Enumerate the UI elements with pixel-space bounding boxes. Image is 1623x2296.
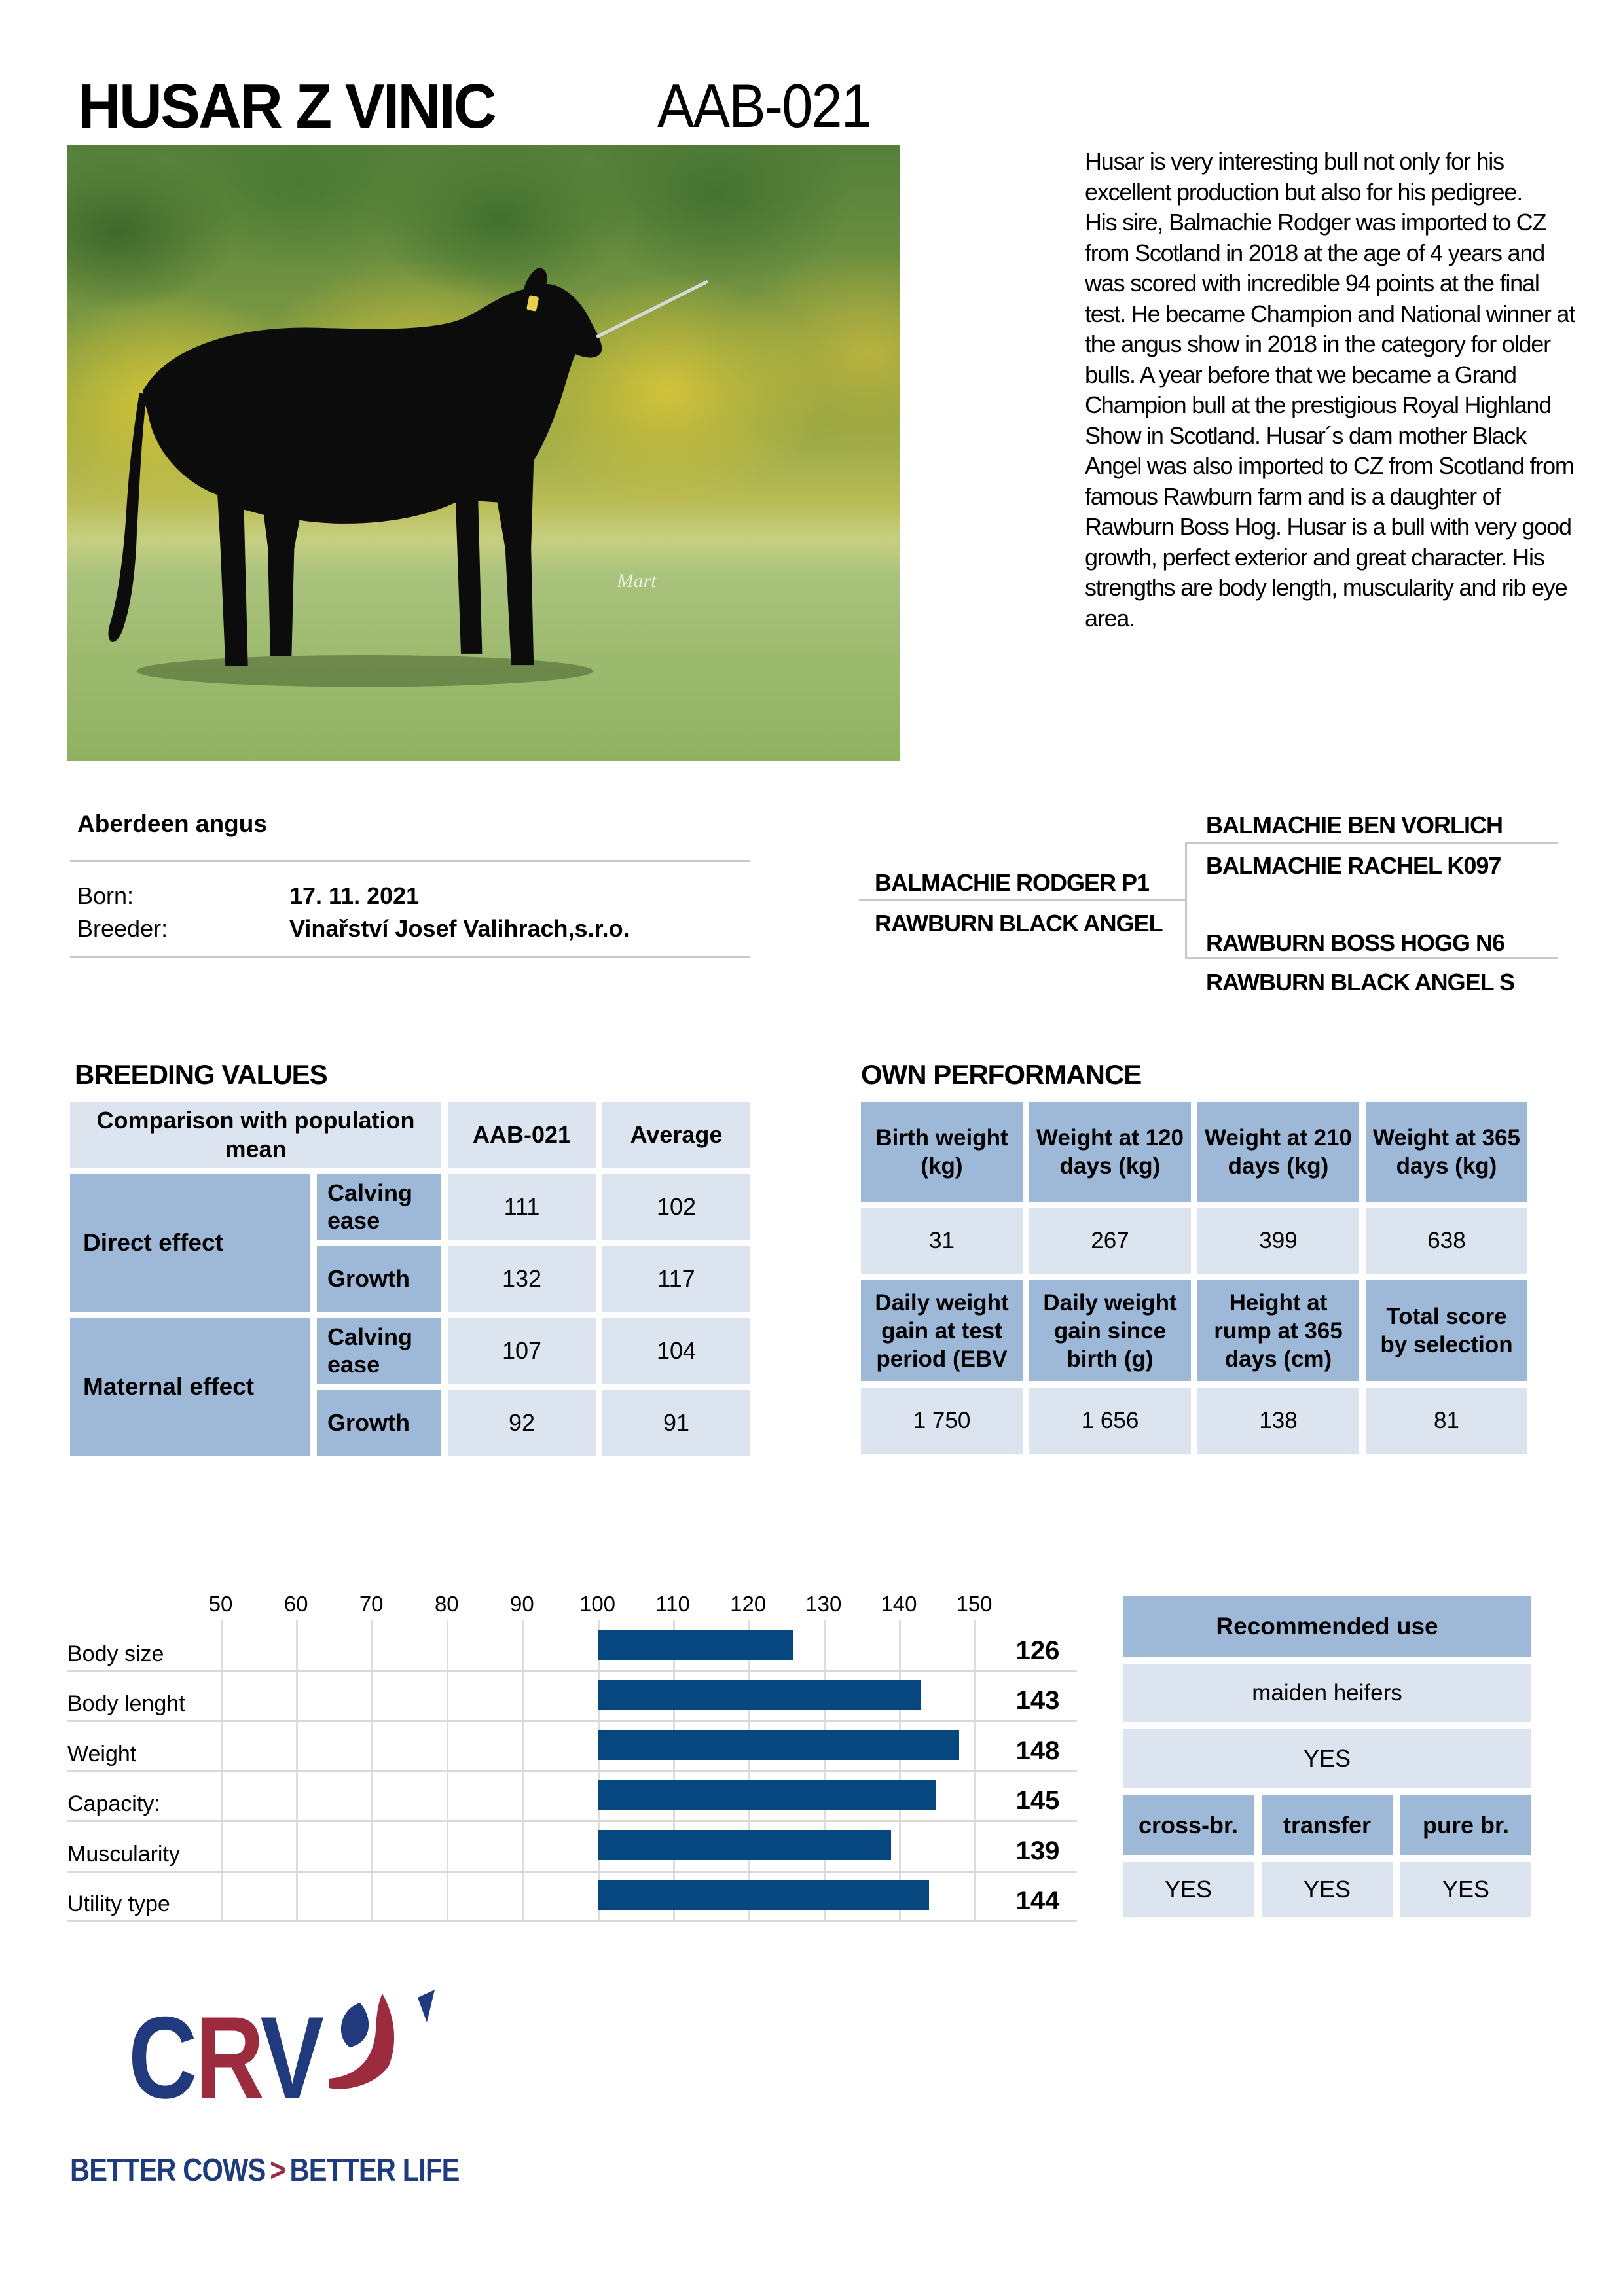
chart-row-separator (67, 1871, 1077, 1873)
bv-value: 107 (448, 1318, 596, 1384)
pedigree-line (859, 899, 1186, 901)
crv-bull-icon (319, 1988, 444, 2106)
op-header: Daily weight gain at test period (EBV (861, 1280, 1023, 1381)
pedigree-sire-sire: BALMACHIE BEN VORLICH (1206, 812, 1503, 838)
chart-value-label: 145 (1015, 1786, 1060, 1815)
bv-average: 102 (602, 1174, 750, 1240)
crv-tagline (70, 2152, 460, 2189)
born-label: Born: (77, 882, 134, 909)
chart-bar (598, 1880, 929, 1910)
op-value: 399 (1197, 1208, 1359, 1274)
op-header: Total score by selection (1366, 1280, 1527, 1381)
bv-average: 104 (602, 1318, 750, 1384)
bv-average: 117 (602, 1246, 750, 1312)
op-header: Daily weight gain since birth (g) (1029, 1280, 1191, 1381)
x-tick-label: 140 (881, 1592, 917, 1616)
chart-bar (598, 1630, 793, 1660)
page-title: HUSAR Z VINIC (78, 71, 495, 141)
bv-trait: Growth (317, 1390, 441, 1456)
bv-value: 92 (448, 1390, 596, 1456)
breeder-value: Vinařství Josef Valihrach,s.r.o. (289, 915, 630, 942)
x-tick-label: 90 (510, 1592, 534, 1616)
op-value: 1 656 (1029, 1388, 1191, 1454)
op-header: Birth weight (kg) (861, 1102, 1023, 1202)
pedigree-line (1185, 957, 1558, 959)
ru-col-value: YES (1400, 1862, 1531, 1917)
chart-row-separator (67, 1820, 1077, 1822)
recommended-use-value: YES (1123, 1729, 1531, 1788)
op-header: Weight at 365 days (kg) (1366, 1102, 1527, 1202)
x-tick-label: 70 (359, 1592, 384, 1616)
breed-name: Aberdeen angus (77, 810, 267, 837)
chart-row-separator (67, 1770, 1077, 1772)
chart-category-label: Capacity: (67, 1791, 160, 1816)
crv-letter-r: R (195, 1992, 261, 2123)
description-text (1085, 147, 1584, 634)
ru-col-header: pure br. (1400, 1795, 1531, 1855)
chart-row-separator (67, 1920, 1077, 1922)
pedigree-dam: RAWBURN BLACK ANGEL (875, 910, 1163, 937)
bv-trait: Calving ease (317, 1174, 441, 1240)
bv-group-maternal: Maternal effect (70, 1318, 310, 1456)
x-tick-label: 130 (805, 1592, 842, 1616)
chart-bar (598, 1680, 922, 1710)
chart-value-label: 139 (1015, 1836, 1060, 1865)
photo-watermark: Mart (617, 570, 657, 592)
x-tick-label: 150 (956, 1592, 993, 1616)
bv-col-average: Average (602, 1102, 750, 1168)
tagline-right: BETTER LIFE (289, 2153, 460, 2188)
born-value: 17. 11. 2021 (289, 882, 420, 909)
bv-average: 91 (602, 1390, 750, 1456)
pedigree-line (1185, 842, 1187, 959)
chart-value-label: 143 (1015, 1686, 1060, 1715)
chart-value-label: 126 (1015, 1636, 1060, 1665)
chart-category-label: Muscularity (67, 1841, 180, 1867)
op-value: 138 (1197, 1388, 1359, 1454)
op-value: 638 (1366, 1208, 1527, 1274)
breeding-values-title: BREEDING VALUES (75, 1059, 327, 1090)
chevron-right-icon: > (270, 2153, 285, 2188)
x-tick-label: 120 (730, 1592, 767, 1616)
x-tick-label: 100 (579, 1592, 616, 1616)
lead-rope (596, 281, 708, 337)
x-tick-label: 60 (283, 1592, 308, 1616)
bv-group-direct: Direct effect (70, 1174, 310, 1312)
pedigree-sire: BALMACHIE RODGER P1 (875, 869, 1150, 896)
header (78, 71, 871, 143)
op-header: Weight at 210 days (kg) (1197, 1102, 1359, 1202)
op-value: 31 (861, 1208, 1023, 1274)
op-value: 267 (1029, 1208, 1191, 1274)
pedigree-sire-dam: BALMACHIE RACHEL K097 (1206, 852, 1501, 879)
bull-silhouette (81, 237, 709, 702)
crv-logo (128, 1992, 322, 2123)
crv-letter-c: C (128, 1992, 196, 2123)
divider (70, 860, 750, 862)
chart-category-label: Weight (67, 1741, 137, 1767)
divider (70, 956, 750, 958)
recommended-use-title: Recommended use (1123, 1596, 1531, 1657)
chart-value-label: 148 (1015, 1736, 1060, 1765)
bv-trait: Calving ease (317, 1318, 441, 1384)
tagline-left: BETTER COWS (70, 2153, 266, 2188)
chart-category-label: Body lenght (67, 1691, 185, 1716)
pedigree-dam-dam: RAWBURN BLACK ANGEL S (1206, 969, 1514, 996)
chart-row-separator (67, 1670, 1077, 1672)
chart-row-separator (67, 1720, 1077, 1722)
bull-photo (67, 145, 900, 761)
x-tick-label: 80 (434, 1592, 459, 1616)
description-paragraph: His sire, Balmachie Rodger was imported to CZ from Scotland in 2018 at the age of 4 years and was scored with incredible 94 points at the final test. He became Champion and National winner at the angus show in 2018 in the category for older bulls. A year before that we became a Grand Champion bull at the prestigious Royal Highland Show in Scotland. Husar´s dam mother Black Angel was also imported to CZ from Scotland from famous Rawburn farm and is a daughter of Rawburn Boss Hog. Husar is a bull with very good growth, perfect exterior and great character. His strengths are body length, muscularity and rib eye area. (1085, 209, 1575, 632)
bv-value: 111 (448, 1174, 596, 1240)
bull-code: AAB-021 (657, 71, 871, 140)
bv-value: 132 (448, 1246, 596, 1312)
ru-col-value: YES (1123, 1862, 1254, 1917)
breeder-label: Breeder: (77, 915, 168, 942)
chart-category-label: Utility type (67, 1892, 170, 1916)
crv-letter-v: V (260, 1992, 322, 2123)
op-value: 1 750 (861, 1388, 1023, 1454)
bv-trait: Growth (317, 1246, 441, 1312)
chart-bar (598, 1780, 937, 1810)
ru-col-header: transfer (1262, 1795, 1393, 1855)
chart-value-label: 144 (1015, 1886, 1060, 1915)
chart-bar (598, 1730, 959, 1760)
op-header: Weight at 120 days (kg) (1029, 1102, 1191, 1202)
bv-col-header: Comparison with population mean (70, 1102, 441, 1168)
x-tick-label: 50 (208, 1592, 233, 1616)
breeding-values-table (70, 1102, 750, 1456)
performance-chart (65, 1590, 1152, 1931)
bv-col-bull: AAB-021 (448, 1102, 596, 1168)
pedigree-line (1185, 842, 1558, 844)
ru-col-value: YES (1262, 1862, 1393, 1917)
chart-category-label: Body size (67, 1641, 164, 1666)
description-paragraph: Husar is very interesting bull not only for his excellent production but also for his pedigree. (1085, 148, 1523, 206)
ru-col-header: cross-br. (1123, 1795, 1254, 1855)
chart-bar (598, 1830, 892, 1860)
op-value: 81 (1366, 1388, 1527, 1454)
own-performance-table (861, 1102, 1527, 1454)
recommended-use-table (1123, 1596, 1531, 1917)
own-performance-title: OWN PERFORMANCE (861, 1059, 1142, 1090)
recommended-use-subtitle: maiden heifers (1123, 1664, 1531, 1722)
x-tick-label: 110 (655, 1592, 690, 1616)
op-header: Height at rump at 365 days (cm) (1197, 1280, 1359, 1381)
pedigree-dam-sire: RAWBURN BOSS HOGG N6 (1206, 929, 1505, 956)
